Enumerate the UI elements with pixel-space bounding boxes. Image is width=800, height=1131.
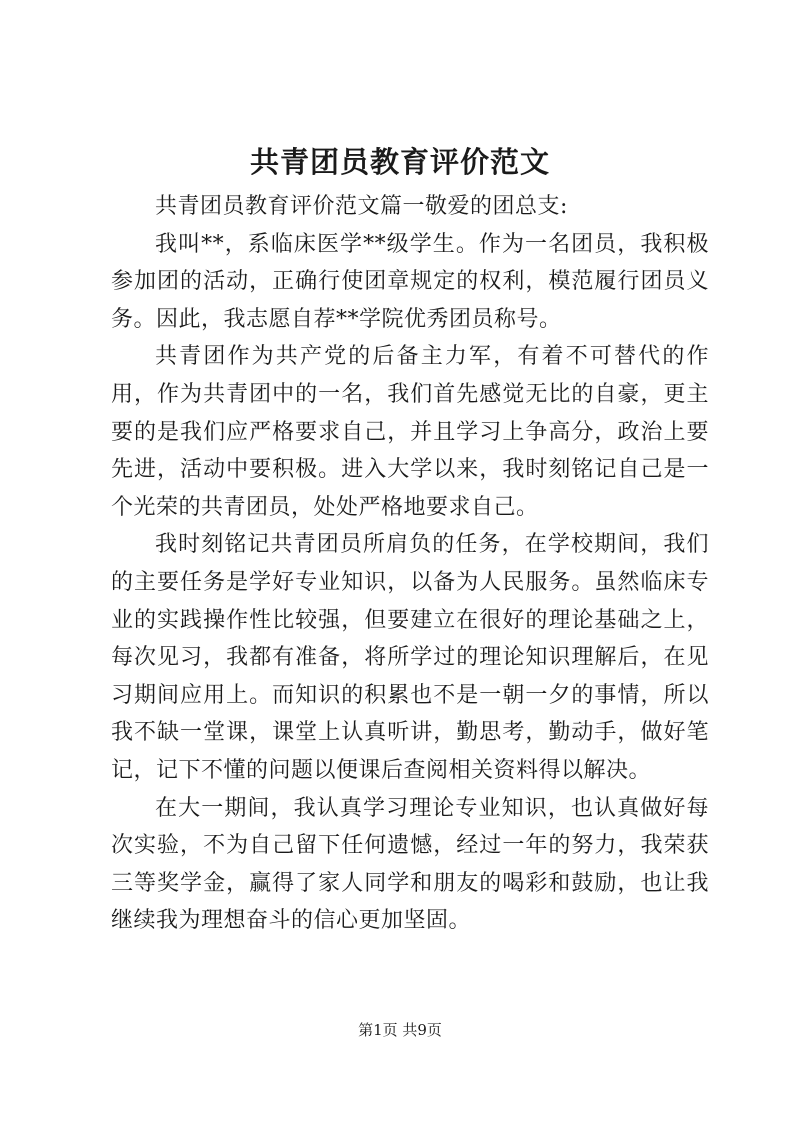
body-paragraph: 共青团作为共产党的后备主力军，有着不可替代的作用，作为共青团中的一名，我们首先感觉无比的自豪，更主要的是我们应严格要求自己，并且学习上争高分，政治上要先进，活动中要积极。进入大学以来，我时刻铭记自己是一个光荣的共青团员，处处严格地要求自己。: [111, 344, 709, 520]
body-paragraph: 我时刻铭记共青团员所肩负的任务，在学校期间，我们的主要任务是学好专业知识，以备为人民服务。虽然临床专业的实践操作性比较强，但要建立在很好的理论基础之上，每次见习，我都有准备，将所学过的理论知识理解后，在见习期间应用上。而知识的积累也不是一朝一夕的事情，所以我不缺一堂课，课堂上认真听讲，勤思考，勤动手，做好笔记，记下不懂的问题以便课后查阅相关资料得以解决。: [111, 532, 709, 783]
salutation-paragraph: 共青团员教育评价范文篇一敬爱的团总支:: [155, 194, 568, 219]
page-title: 共青团员教育评价范文: [249, 145, 550, 179]
document-body: [111, 188, 709, 940]
body-paragraph: 在大一期间，我认真学习理论专业知识，也认真做好每次实验，不为自己留下任何遗憾，经过一年的努力，我荣获三等奖学金，赢得了家人同学和朋友的喝彩和鼓励，也让我继续我为理想奋斗的信心更加坚固。: [111, 795, 709, 934]
page-number-footer: 第1页 共9页: [358, 1021, 442, 1039]
body-paragraph: 我叫**，系临床医学**级学生。作为一名团员，我积极参加团的活动，正确行使团章规定的权利，模范履行团员义务。因此，我志愿自荐**学院优秀团员称号。: [111, 231, 709, 332]
